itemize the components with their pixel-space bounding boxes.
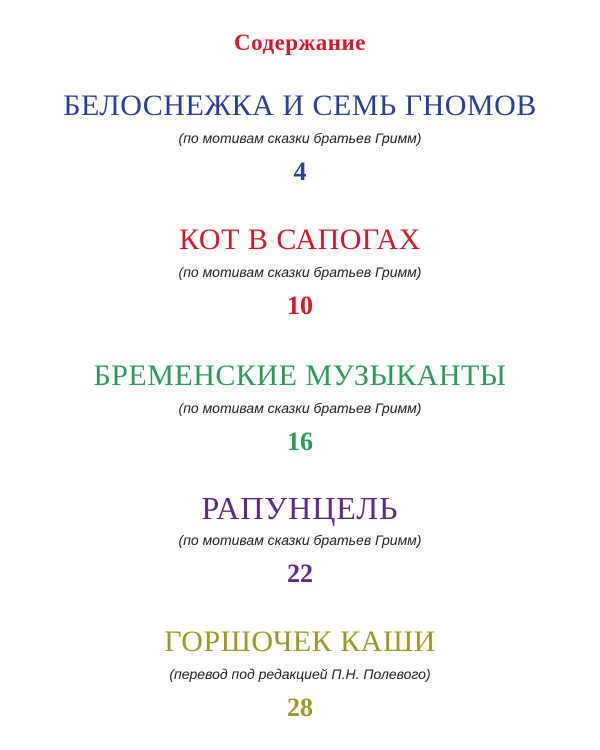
toc-entry-title[interactable]: РАПУНЦЕЛЬ — [201, 490, 399, 526]
toc-entry-page-number[interactable]: 28 — [287, 693, 313, 722]
toc-entry-title[interactable]: БРЕМЕНСКИЕ МУЗЫКАНТЫ — [93, 359, 507, 392]
toc-entry-snow-white[interactable] — [0, 88, 600, 187]
toc-entry-title[interactable]: БЕЛОСНЕЖКА И СЕМЬ ГНОМОВ — [63, 89, 537, 122]
toc-entry-bremen-musicians[interactable] — [0, 358, 600, 457]
toc-entry-title[interactable]: ГОРШОЧЕК КАШИ — [164, 625, 436, 658]
toc-entry-page-number[interactable]: 16 — [287, 427, 313, 456]
toc-entry-subtitle: (по мотивам сказки братьев Гримм) — [178, 264, 422, 280]
toc-entry-subtitle: (по мотивам сказки братьев Гримм) — [178, 400, 422, 416]
toc-entry-page-number[interactable]: 22 — [287, 559, 313, 588]
toc-entry-title[interactable]: КОТ В САПОГАХ — [179, 223, 421, 256]
toc-entry-subtitle: (по мотивам сказки братьев Гримм) — [178, 130, 422, 146]
toc-entry-puss-in-boots[interactable] — [0, 222, 600, 321]
toc-entry-subtitle: (перевод под редакцией П.Н. Полевого) — [169, 666, 431, 682]
toc-entry-page-number[interactable]: 10 — [287, 291, 313, 320]
toc-entry-porridge-pot[interactable] — [0, 624, 600, 723]
toc-entry-rapunzel[interactable] — [0, 490, 600, 589]
toc-entry-subtitle: (по мотивам сказки братьев Гримм) — [178, 532, 422, 548]
contents-heading: Содержание — [234, 30, 366, 55]
toc-entry-page-number[interactable]: 4 — [293, 157, 307, 186]
